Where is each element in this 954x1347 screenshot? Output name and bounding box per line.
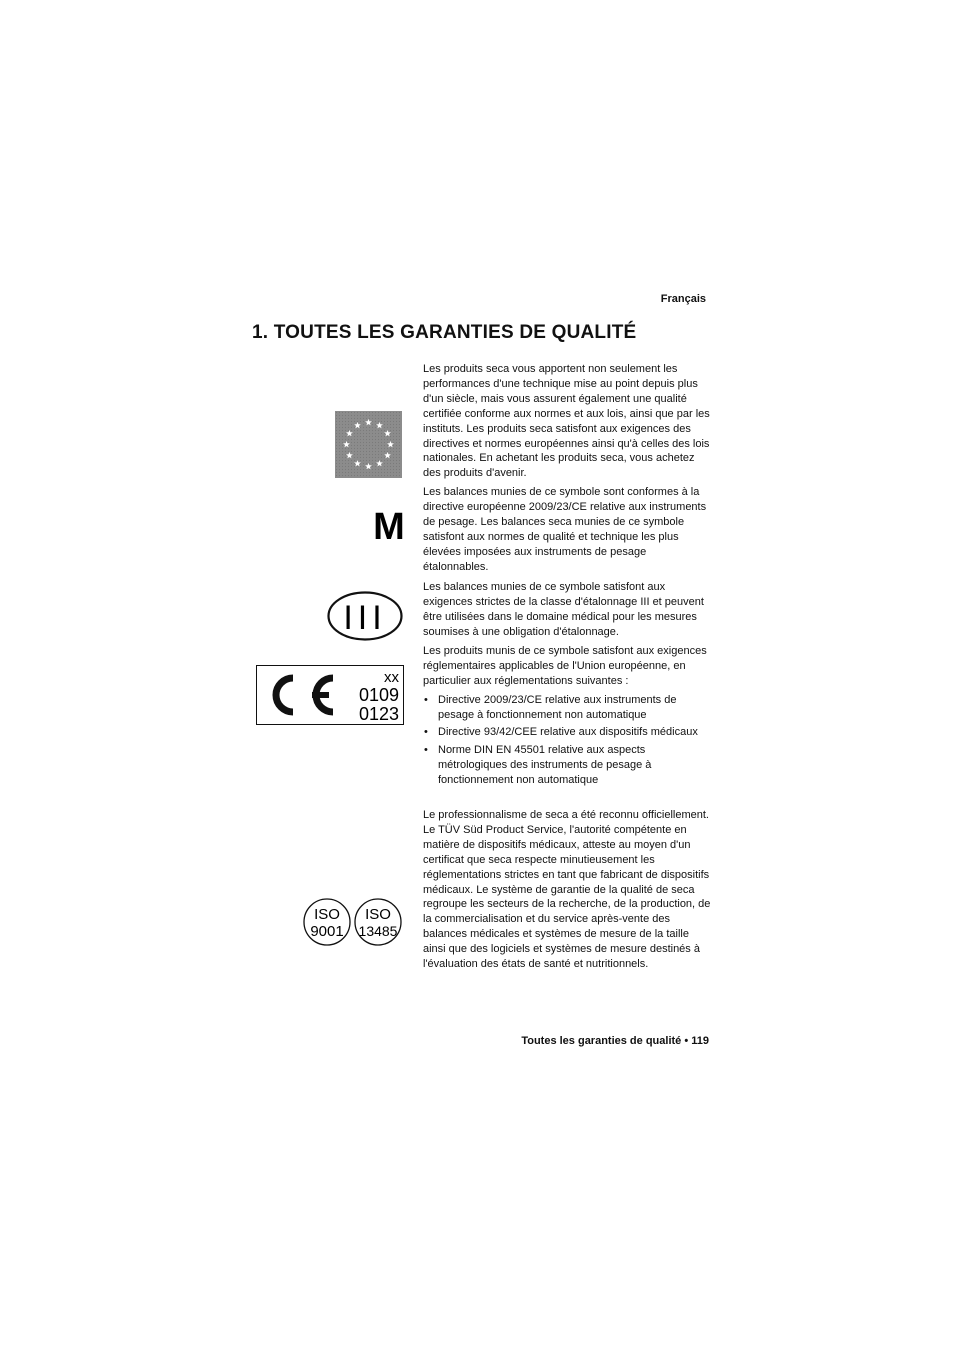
page-language-label: Français	[660, 293, 706, 305]
section-title: 1. TOUTES LES GARANTIES DE QUALITÉ	[252, 322, 637, 343]
ce-mark-icon	[256, 665, 405, 726]
iso-paragraph: Le professionnalisme de seca a été reconnu officiellement. Le TÜV Süd Product Service, l'autorité compétente en matière de dispositifs médicaux, atteste au moyen d'un certificat que seca respecte minutieusement les réglementations strictes en tant que fabricant de dispositifs médicaux. Le système de garantie de la qualité de seca regroupe les secteurs de la recherche, de la production, de la commercialisation et du service après-vente des balances médicales et systèmes de mesure de la taille ainsi que des logiciels et systèmes de mesure destinés à l'évaluation des états de santé et nutritionnels.	[423, 809, 711, 971]
class-iii-paragraph: Les balances munies de ce symbole satisfont aux exigences strictes de la classe d'étalonnage III et peuvent être utilisées dans le domaine médical pour les mesures soumises à une obligation d'étalonnage.	[423, 581, 704, 638]
iso-13485-icon	[353, 897, 403, 947]
class-iii-text: III	[343, 599, 387, 637]
list-item: • Directive 2009/23/CE relative aux instruments de pesage à fonctionnement non automatique	[423, 693, 711, 723]
m-symbol-paragraph: Les balances munies de ce symbole sont conformes à la directive européenne 2009/23/CE relative aux instruments de pesage. Les balances seca munies de ce symbole satisfont aux normes de qualité et technique les plus élevées imposées aux instruments de pesage étalonnables.	[423, 486, 707, 573]
ce-xx-text: xx	[384, 669, 399, 686]
ce-intro-paragraph: Les produits munis de ce symbole satisfont aux exigences réglementaires applicables de l'Union européenne, en particulier aux réglementations suivantes :	[423, 645, 707, 687]
class-iii-icon	[326, 590, 404, 642]
intro-paragraph: Les produits seca vous apportent non seulement les performances d'une technique mise au point depuis plus d'un siècle, mais vous assurent également une qualité certifiée conforme aux normes et aux lois, ainsi que par les instituts. Les produits seca satisfont aux exigences des directives et normes européennes ainsi qu'à celles des lois nationales. En achetant les produits seca, vous achetez des produits d'avenir.	[423, 363, 710, 480]
iso-9001-label: ISO	[314, 906, 340, 923]
iso-9001-icon	[302, 897, 352, 947]
iso-9001-number: 9001	[310, 923, 344, 940]
eu-flag-icon	[335, 411, 402, 478]
metrology-m-icon	[371, 509, 407, 541]
iso-13485-number: 13485	[358, 923, 398, 939]
ce-number-0123: 0123	[358, 704, 399, 724]
list-item: • Norme DIN EN 45501 relative aux aspects métrologiques des instruments de pesage à fonctionnement non automatique	[423, 743, 711, 788]
ce-regulations-list	[423, 693, 711, 790]
ce-number-0109: 0109	[358, 685, 399, 705]
iso-13485-label: ISO	[365, 906, 391, 923]
list-item: • Directive 93/42/CEE relative aux dispositifs médicaux	[423, 725, 711, 740]
page-footer: Toutes les garanties de qualité • 119	[521, 1035, 709, 1047]
m-mark-text: M	[373, 509, 405, 541]
